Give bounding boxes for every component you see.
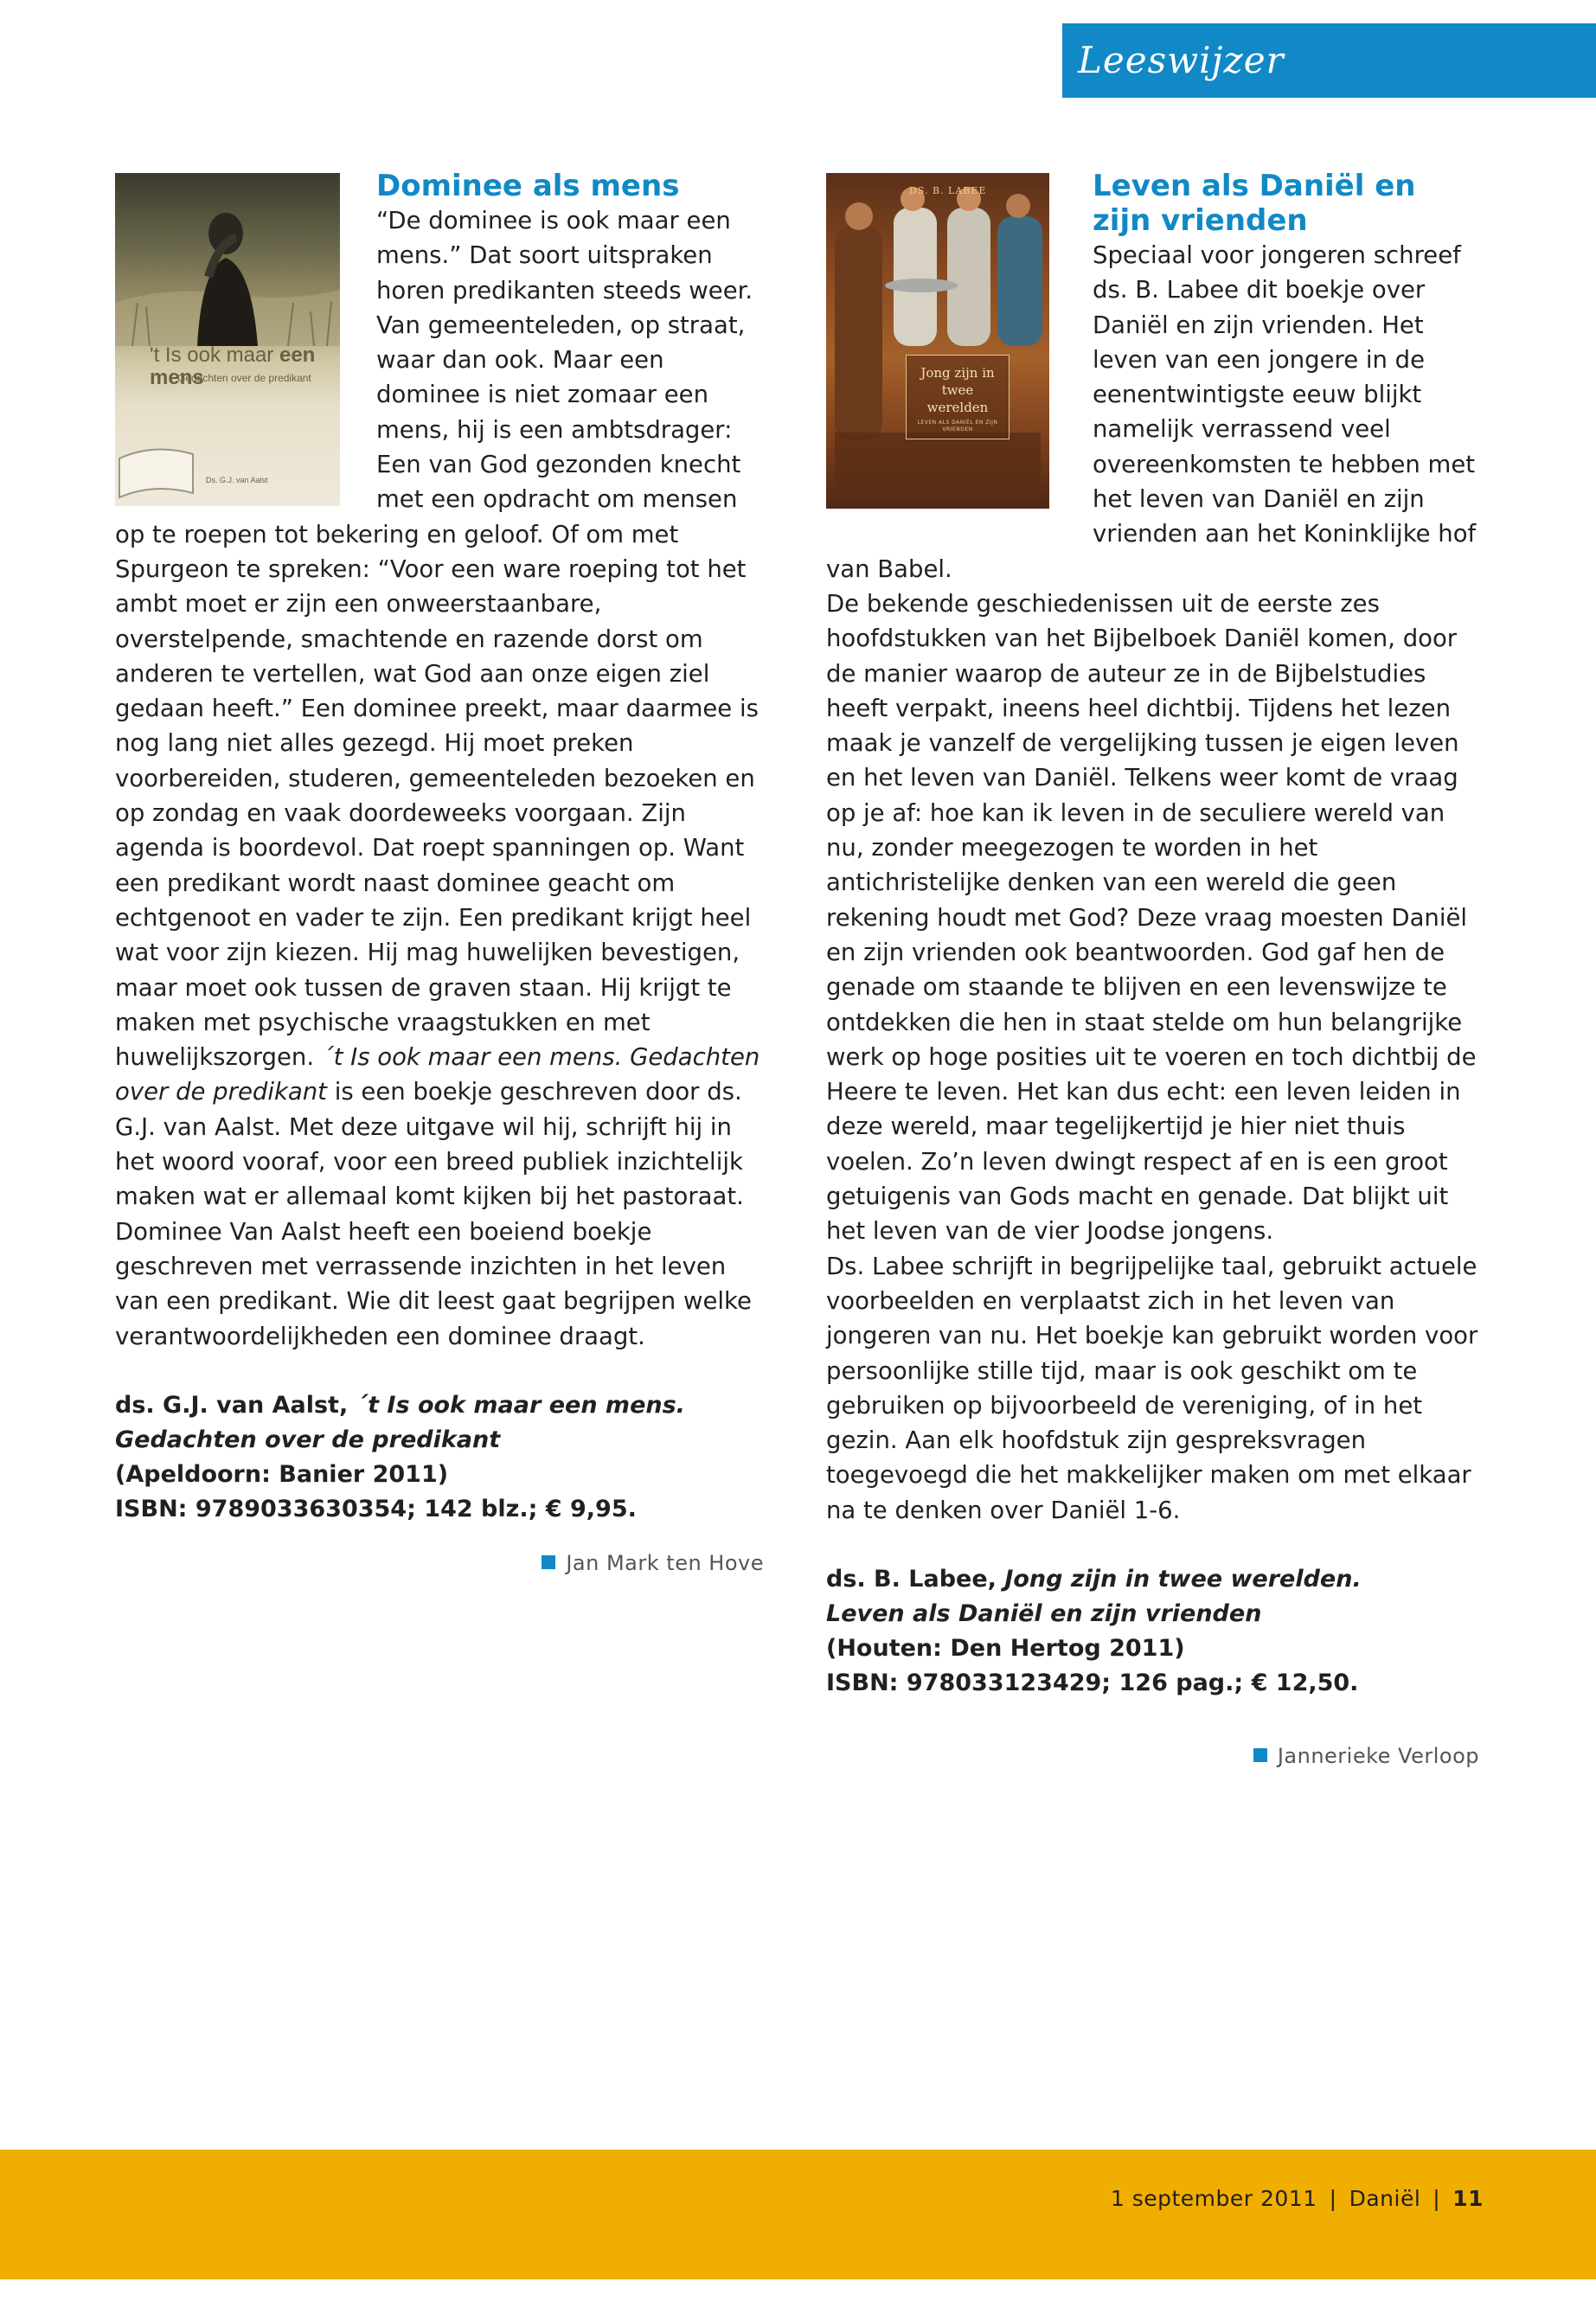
right-article — [826, 169, 1479, 1768]
meta-book-subtitle: Leven als Daniël en zijn vrienden — [826, 1599, 1262, 1627]
article-paragraph: Speciaal voor jongeren schreef ds. B. Labee dit boekje over Daniël en zijn vrienden. Het leven van een jongere in de eenentwintigste eeuw blijkt namelijk verrassend veel overeenkomsten te hebben met het leven van Daniël en zijn vrienden aan het Koninklijke hof van Babel. — [826, 241, 1477, 583]
reviewer-name: Jannerieke Verloop — [1277, 1743, 1479, 1768]
book-details — [826, 1562, 1479, 1701]
book-details — [115, 1388, 764, 1527]
article-paragraph: “De dominee is ook maar een mens.” Dat soort uitspraken horen predikanten steeds weer. Van gemeenteleden, op straat, waar dan ook. Maar een dominee is niet zomaar een mens, hij is een ambtsdrager: Een van God gezonden knecht met een opdracht om mensen op te roepen tot bekering en geloof. Of om met Spurgeon te spreken: “Voor een ware roeping tot het ambt moet er zijn een onweerstaanbare, overstelpende, smachtende en razende dorst om anderen te vertellen, wat God aan onze eigen ziel gedaan heeft.” Een dominee preekt, maar daarmee is nog lang niet alles gezegd. Hij moet preken voorbereiden, studeren, gemeenteleden bezoeken en op zondag en vaak doordeweeks voorgaan. Zijn agenda is boordevol. Dat roept spanningen op. Want een predikant wordt naast dominee geacht om echtgenoot en vader te zijn. Een predikant krijgt heel wat voor zijn kiezen. Hij mag huwelijken bevestigen, maar moet ook tussen de graven staan. Hij krijgt te maken met psychische vraagstukken en met huwelijkszorgen. ´t Is ook maar een mens. Gedachten over de predikant is een boekje geschreven door ds. G.J. van Aalst. Met deze uitgave wil hij, schrijft hij in het woord vooraf, voor een breed publiek inzichtelijk maken wat er allemaal komt kijken bij het pastoraat. — [115, 207, 760, 1211]
cover-subtitle: Gedachten over de predikant — [177, 372, 311, 384]
article-paragraph: De bekende geschiedenissen uit de eerste zes hoofdstukken van het Bijbelboek Daniël komen, door de manier waarop de auteur ze in de Bijbelstudies heeft verpakt, ineens heel dichtbij. Tijdens het lezen maak je vanzelf de vergelijking tussen je eigen leven en het leven van Daniël. Telkens weer komt de vraag op je af: hoe kan ik leven in de seculiere wereld van nu, zonder meegezogen te worden in het antichristelijke denken van een wereld die geen rekening houdt met God? Deze vraag moesten Daniël en zijn vrienden ook beantwoorden. God gaf hen de genade om staande te blijven en een levenswijze te ontdekken die hen in staat stelde om hun belangrijke werk op hoge posities uit te voeren en toch dichtbij de Heere te leven. Het kan dus echt: een leven leiden in deze wereld, maar tegelijkertijd je hier niet thuis voelen. Zo’n leven dwingt respect af en is een groot getuigenis van Gods macht en genade. Dat blijkt uit het leven van de vier Joodse jongens. — [826, 589, 1477, 1246]
meta-author: ds. B. Labee, — [826, 1565, 1005, 1593]
book-cover-jong-zijn — [826, 173, 1049, 509]
meta-book-subtitle: Gedachten over de predikant — [115, 1426, 501, 1453]
section-header-tab — [1062, 23, 1596, 98]
page-number: 11 — [1452, 2186, 1484, 2211]
cover-subtitle: LEVEN ALS DANIËL EN ZIJN VRIENDEN — [917, 420, 998, 433]
square-bullet-icon — [1253, 1748, 1267, 1762]
reviewer-credit — [826, 1744, 1479, 1768]
book-title-inline: ´t Is ook maar een mens. Gedachten over de predikant — [115, 1043, 760, 1106]
meta-publisher: (Houten: Den Hertog 2011) — [826, 1634, 1185, 1662]
cover-title-panel — [906, 355, 1010, 439]
article-title: Leven als Daniël en zijn vrienden — [1093, 169, 1416, 238]
meta-book-title: ´t Is ook maar een mens. — [356, 1391, 685, 1419]
footer-band — [0, 2150, 1596, 2279]
cover-author: DS. B. LABEE — [909, 185, 987, 196]
meta-isbn: ISBN: 978033123429; 126 pag.; € 12,50. — [826, 1669, 1359, 1696]
reviewer-credit — [115, 1551, 764, 1575]
footer-info: 1 september 2011 | Daniël | 11 — [1110, 2186, 1484, 2211]
article-paragraph: Dominee Van Aalst heeft een boeiend boekje geschreven met verrassende inzichten in het leven van een predikant. Wie dit leest gaat begrijpen welke verantwoordelijkheden een dominee draagt. — [115, 1217, 752, 1350]
cover-author: Ds. G.J. van Aalst — [206, 476, 268, 484]
issue-date: 1 september 2011 — [1110, 2186, 1317, 2211]
article-paragraph: Ds. Labee schrijft in begrijpelijke taal, gebruikt actuele voorbeelden en verplaatst zich in het leven van jongeren van nu. Het boekje kan gebruikt worden voor persoonlijke stille tijd, maar is ook geschikt om te gebruiken op bijvoorbeeld de vereniging, of in het gezin. Aan elk hoofdstuk zijn gespreksvragen toegevoegd die het makkelijker maken om met elkaar na te denken over Daniël 1-6. — [826, 1252, 1478, 1524]
cover-title-emph: een mens — [150, 343, 316, 389]
square-bullet-icon — [542, 1555, 555, 1569]
meta-isbn: ISBN: 9789033630354; 142 blz.; € 9,95. — [115, 1495, 637, 1522]
meta-author: ds. G.J. van Aalst, — [115, 1391, 356, 1419]
cover-title: Jong zijn in twee werelden — [920, 365, 995, 415]
book-cover-dominee — [115, 173, 340, 506]
article-title: Dominee als mens — [376, 169, 680, 203]
cover-title-line: 't Is ook maar — [150, 343, 274, 367]
left-article — [115, 169, 764, 1575]
reviewer-name: Jan Mark ten Hove — [566, 1550, 764, 1575]
section-title: Leeswijzer — [1078, 39, 1285, 81]
publication-name: Daniël — [1349, 2186, 1421, 2211]
meta-publisher: (Apeldoorn: Banier 2011) — [115, 1460, 449, 1488]
meta-book-title: Jong zijn in twee werelden. — [1004, 1565, 1362, 1593]
